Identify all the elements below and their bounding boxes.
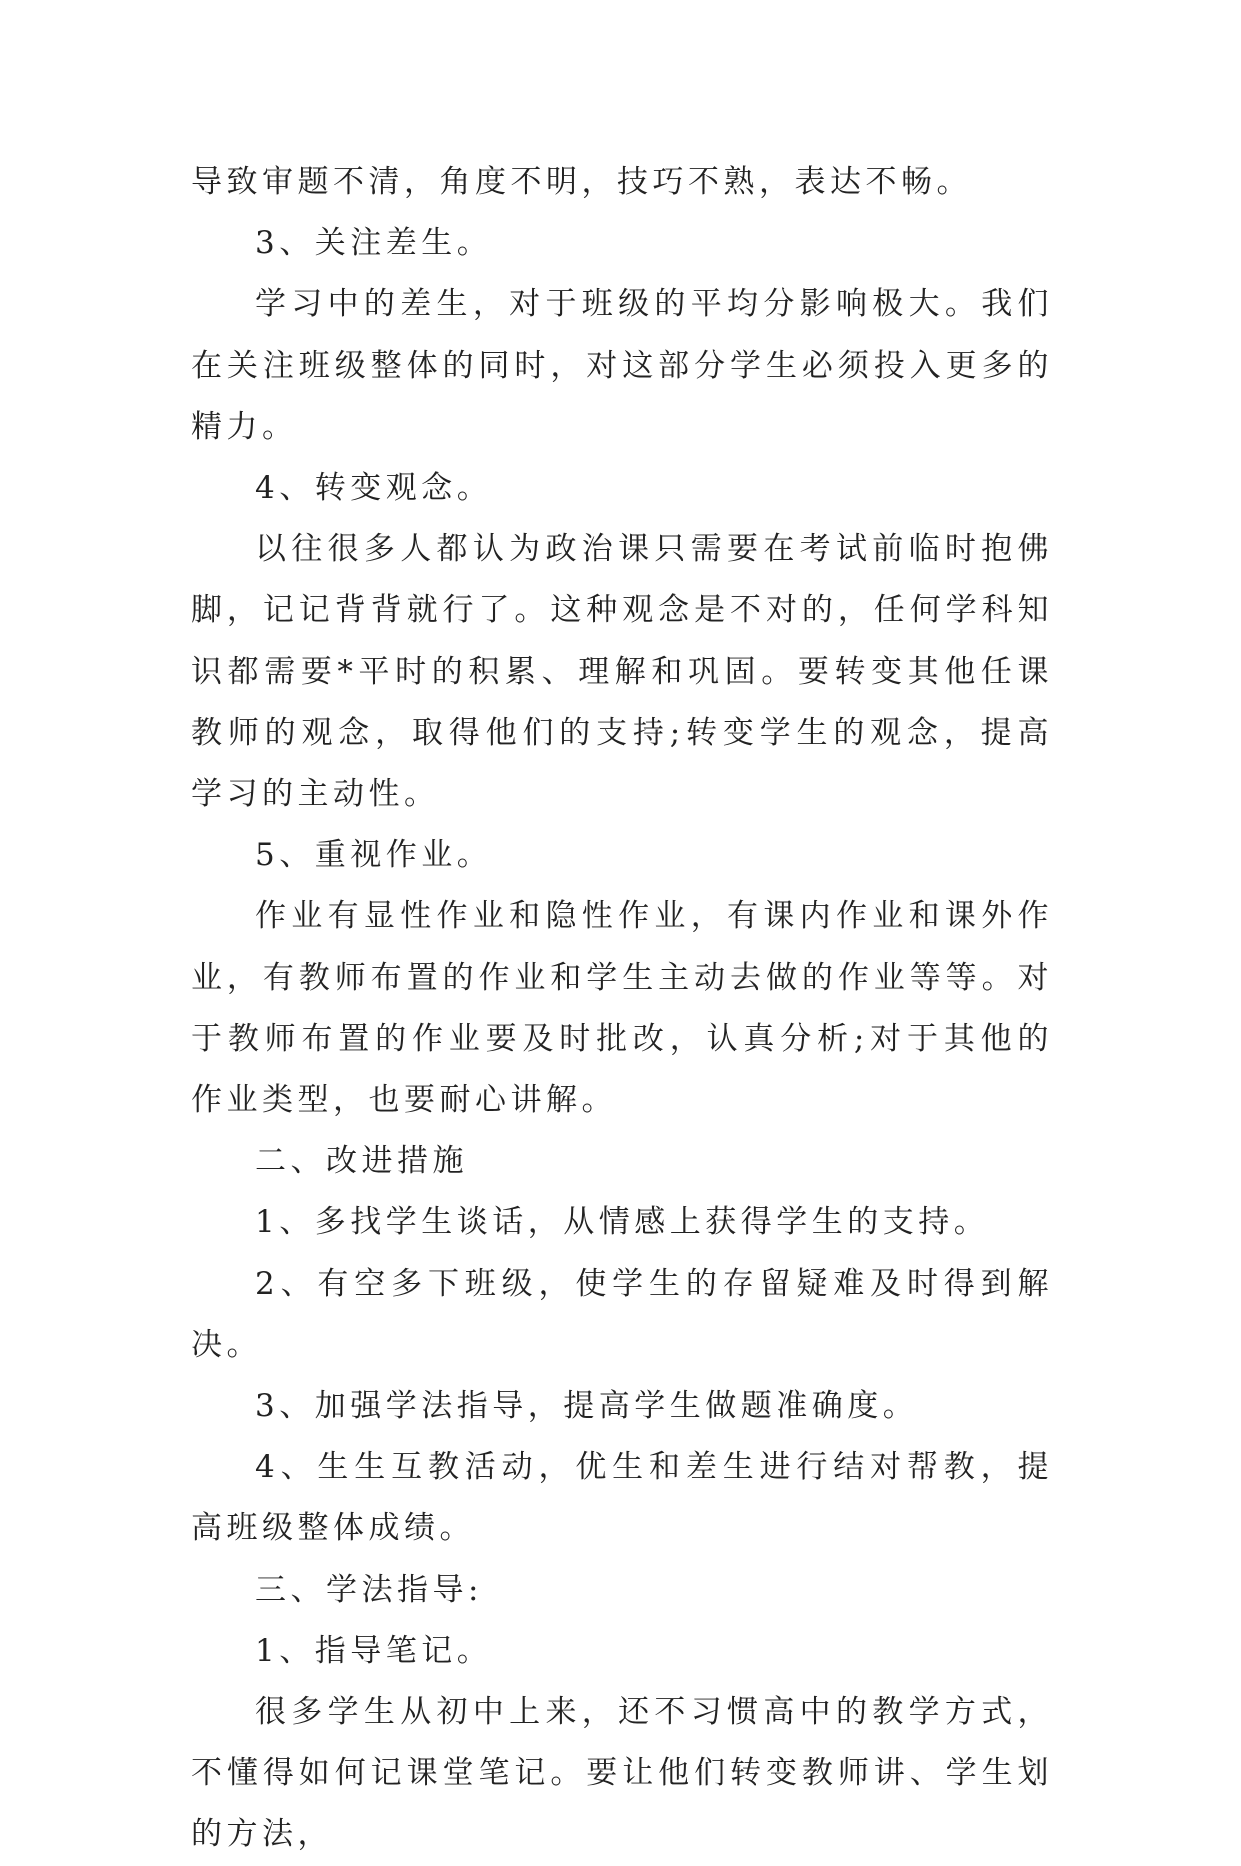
paragraph: 很多学生从初中上来，还不习惯高中的教学方式，不懂得如何记课堂笔记。要让他们转变教师讲、学生划的方法， [191,1694,1053,1853]
list-item-heading: 3、关注差生。 [255,225,493,262]
list-item: 2、有空多下班级，使学生的存留疑难及时得到解决。 [191,1265,1053,1363]
section-heading: 二、改进措施 [255,1143,468,1180]
paragraph: 学习中的差生，对于班级的平均分影响极大。我们在关注班级整体的同时，对这部分学生必须投入更多的精力。 [191,286,1053,445]
section-heading: 三、学法指导: [255,1571,483,1608]
list-item-heading: 5、重视作业。 [255,837,493,874]
list-item: 3、加强学法指导，提高学生做题准确度。 [255,1388,919,1425]
list-item: 1、多找学生谈话，从情感上获得学生的支持。 [255,1204,990,1241]
document-body [191,152,1053,1866]
list-item: 4、生生互教活动，优生和差生进行结对帮教，提高班级整体成绩。 [191,1449,1053,1547]
list-item-heading: 4、转变观念。 [255,470,493,507]
paragraph: 以往很多人都认为政治课只需要在考试前临时抱佛脚，记记背背就行了。这种观念是不对的，任何学科知识都需要*平时的积累、理解和巩固。要转变其他任课教师的观念，取得他们的支持;转变学生的观念，提高学习的主动性。 [191,531,1053,813]
list-item-heading: 1、指导笔记。 [255,1632,493,1669]
paragraph-continuation: 导致审题不清，角度不明，技巧不熟，表达不畅。 [191,164,972,200]
paragraph: 作业有显性作业和隐性作业，有课内作业和课外作业，有教师布置的作业和学生主动去做的作业等等。对于教师布置的作业要及时批改，认真分析;对于其他的作业类型，也要耐心讲解。 [191,898,1053,1119]
